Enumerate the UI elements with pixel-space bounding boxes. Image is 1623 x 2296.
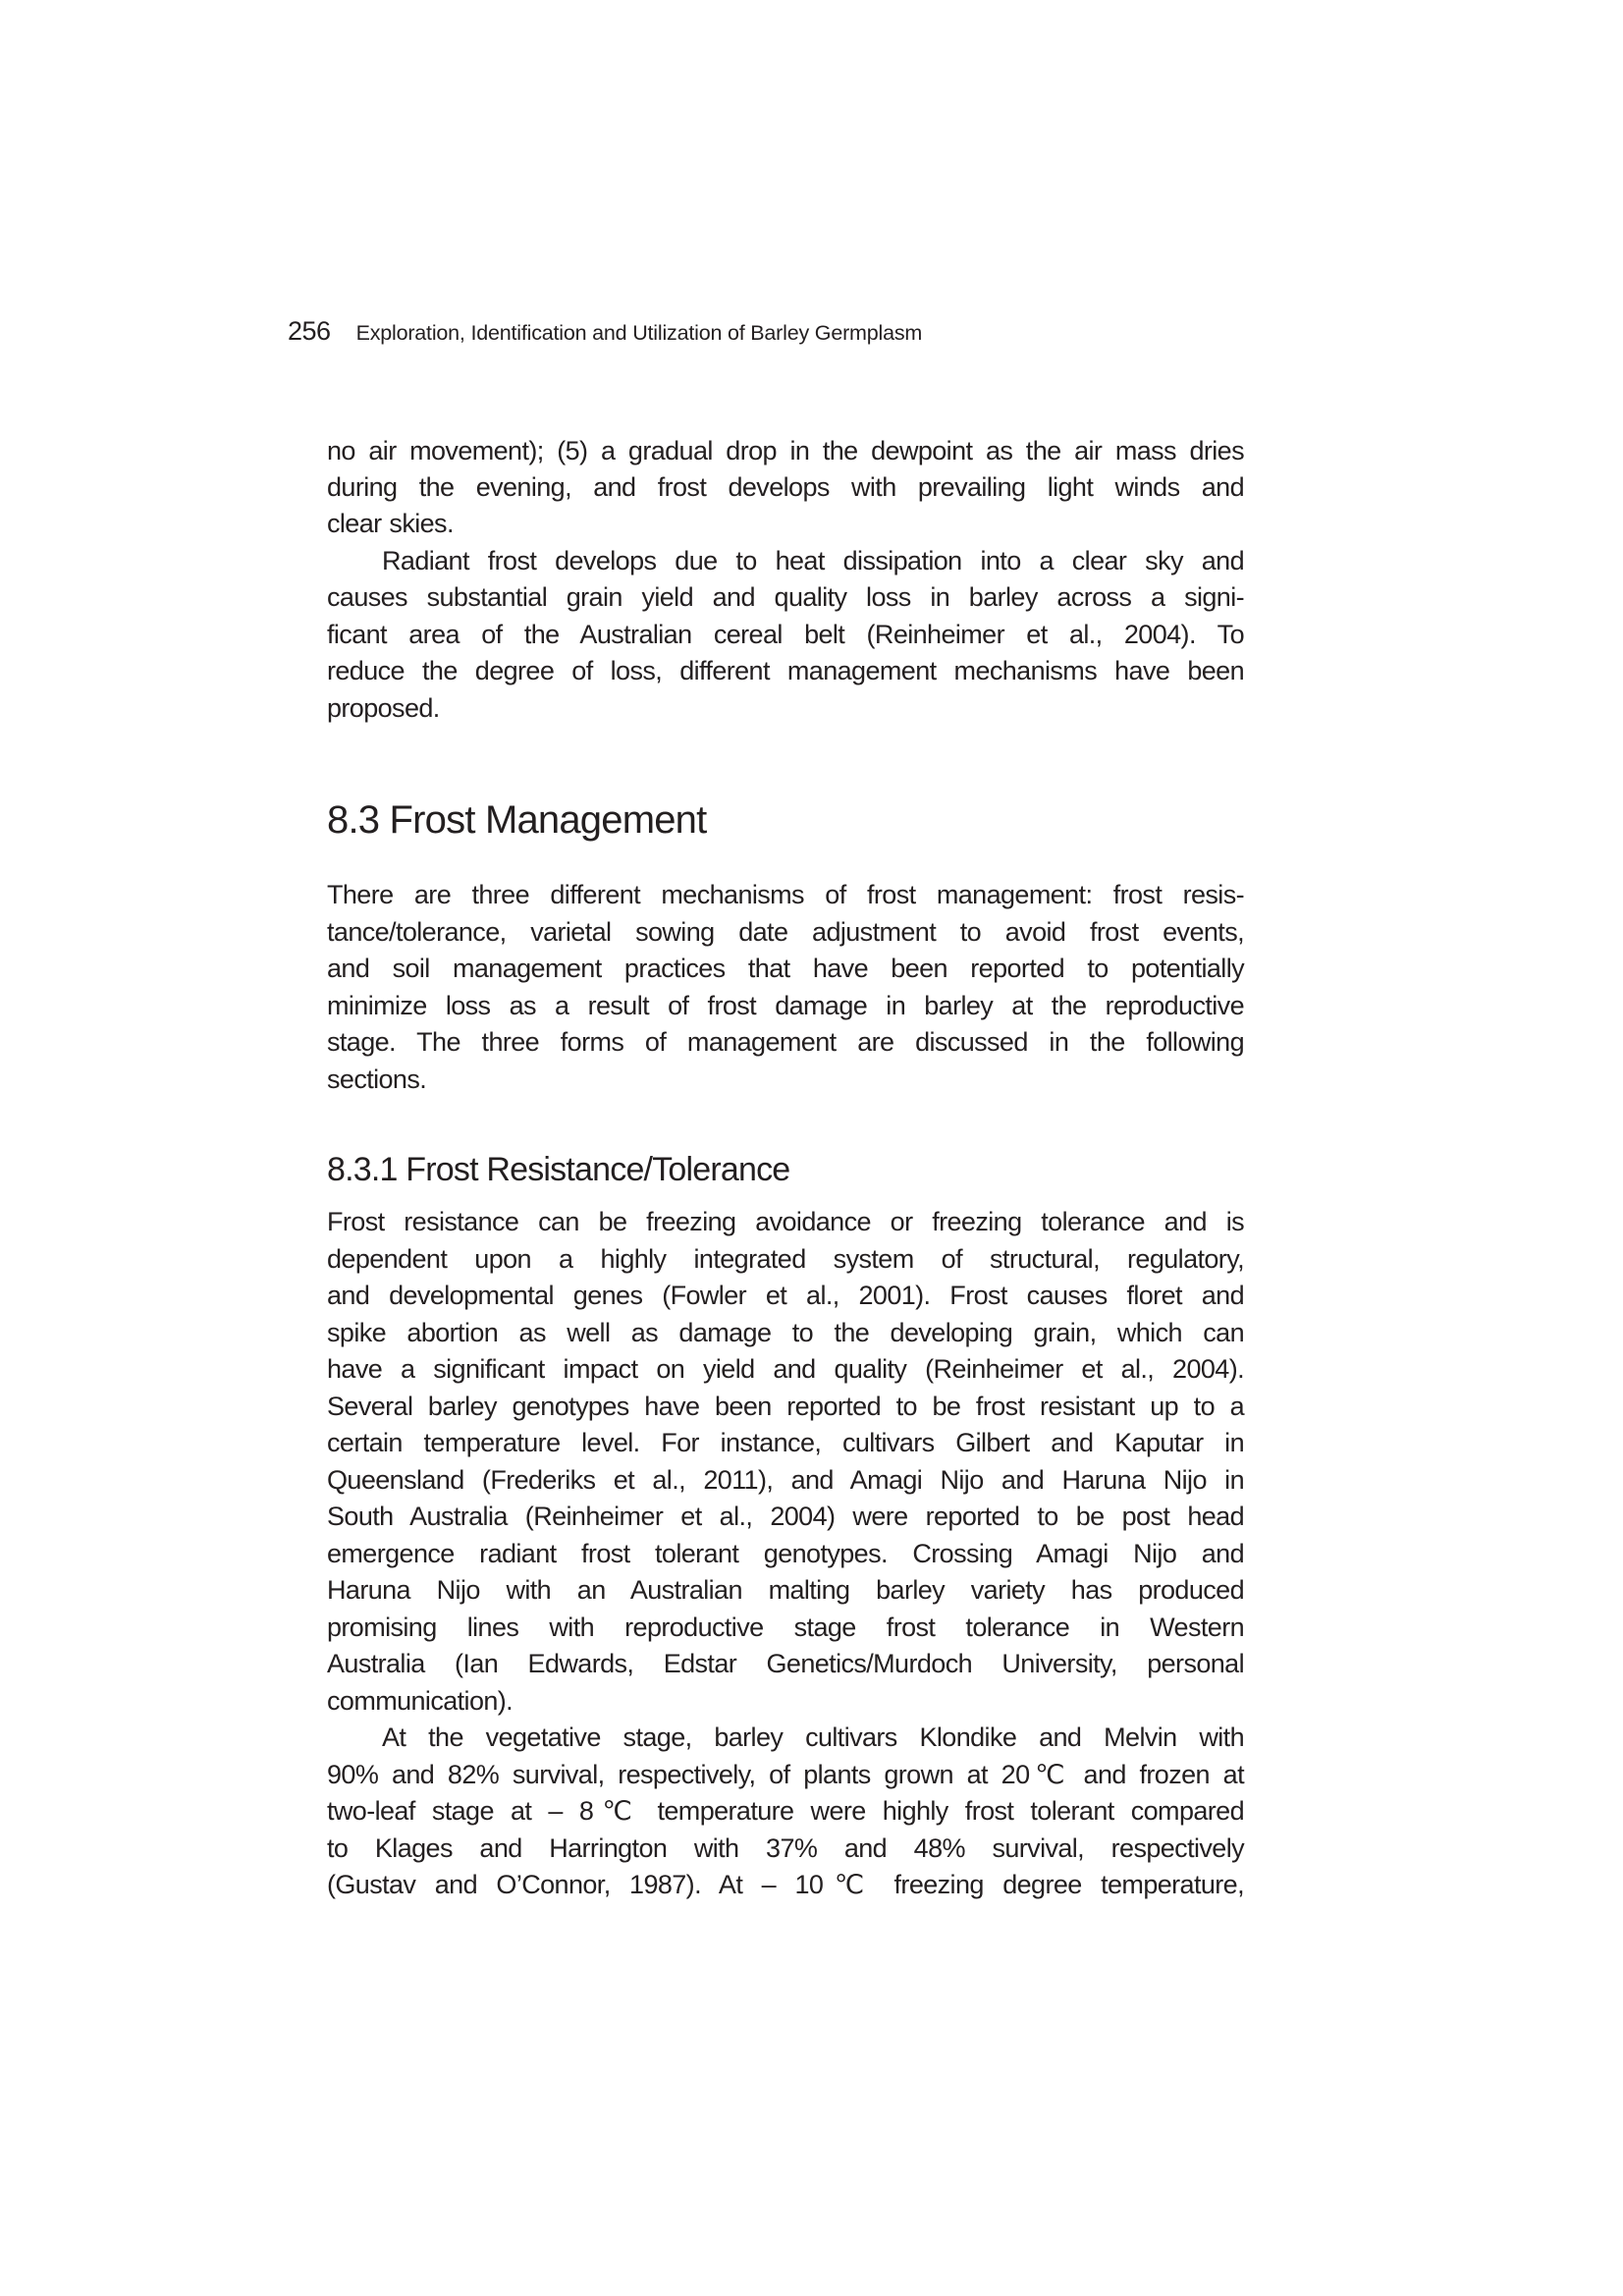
- text-line: South Australia (Reinheimer et al., 2004) were reported to be post head: [327, 1502, 1244, 1531]
- text-line: Haruna Nijo with an Australian malting barley variety has produced: [327, 1575, 1244, 1605]
- text-line: ficant area of the Australian cereal belt (Reinheimer et al., 2004). To: [327, 620, 1244, 649]
- text-line: communication).: [327, 1686, 514, 1716]
- text-line: and soil management practices that have been reported to potentially: [327, 954, 1244, 983]
- text-line: (Gustav and O’Connor, 1987). At – 10℃ freezing degree temperature,: [327, 1870, 1244, 1899]
- text-line: stage. The three forms of management are discussed in the following: [327, 1027, 1244, 1057]
- text-line: emergence radiant frost tolerant genotypes. Crossing Amagi Nijo and: [327, 1539, 1244, 1568]
- text-line: clear skies.: [327, 509, 454, 538]
- text-line: proposed.: [327, 693, 440, 723]
- text-line: minimize loss as a result of frost damage in barley at the reproductive: [327, 991, 1244, 1020]
- text-line: to Klages and Harrington with 37% and 48% survival, respectively: [327, 1833, 1244, 1863]
- text-line: Several barley genotypes have been reported to be frost resistant up to a: [327, 1392, 1244, 1421]
- text-line: Radiant frost develops due to heat dissipation into a clear sky and: [382, 546, 1244, 575]
- text-line: sections.: [327, 1065, 427, 1094]
- text-line: during the evening, and frost develops with prevailing light winds and: [327, 472, 1244, 502]
- text-line: spike abortion as well as damage to the developing grain, which can: [327, 1318, 1244, 1347]
- page-number: 256: [288, 316, 331, 346]
- running-head: [288, 316, 922, 355]
- text-line: dependent upon a highly integrated system of structural, regulatory,: [327, 1244, 1244, 1274]
- text-line: 90% and 82% survival, respectively, of plants grown at 20℃ and frozen at: [327, 1760, 1244, 1789]
- text-line: causes substantial grain yield and quality loss in barley across a signi-: [327, 582, 1244, 612]
- text-line: certain temperature level. For instance, cultivars Gilbert and Kaputar in: [327, 1428, 1244, 1457]
- text-line: tance/tolerance, varietal sowing date adjustment to avoid frost events,: [327, 917, 1244, 947]
- section-heading: 8.3 Frost Management: [327, 798, 707, 842]
- text-line: and developmental genes (Fowler et al., 2001). Frost causes floret and: [327, 1281, 1244, 1310]
- text-line: no air movement); (5) a gradual drop in the dewpoint as the air mass dries: [327, 436, 1244, 465]
- text-line: promising lines with reproductive stage frost tolerance in Western: [327, 1613, 1244, 1642]
- text-line: At the vegetative stage, barley cultivars Klondike and Melvin with: [382, 1722, 1244, 1752]
- text-line: two-leaf stage at – 8℃ temperature were highly frost tolerant compared: [327, 1796, 1244, 1826]
- subsection-heading: 8.3.1 Frost Resistance/Tolerance: [327, 1151, 790, 1188]
- text-line: have a significant impact on yield and quality (Reinheimer et al., 2004).: [327, 1354, 1244, 1384]
- text-line: There are three different mechanisms of frost management: frost resis-: [327, 880, 1244, 909]
- running-head-title: Exploration, Identification and Utilization of Barley Germplasm: [355, 321, 923, 345]
- text-line: Queensland (Frederiks et al., 2011), and Amagi Nijo and Haruna Nijo in: [327, 1465, 1244, 1495]
- text-line: Australia (Ian Edwards, Edstar Genetics/Murdoch University, personal: [327, 1649, 1244, 1678]
- text-line: reduce the degree of loss, different management mechanisms have been: [327, 656, 1244, 685]
- text-line: Frost resistance can be freezing avoidance or freezing tolerance and is: [327, 1207, 1244, 1236]
